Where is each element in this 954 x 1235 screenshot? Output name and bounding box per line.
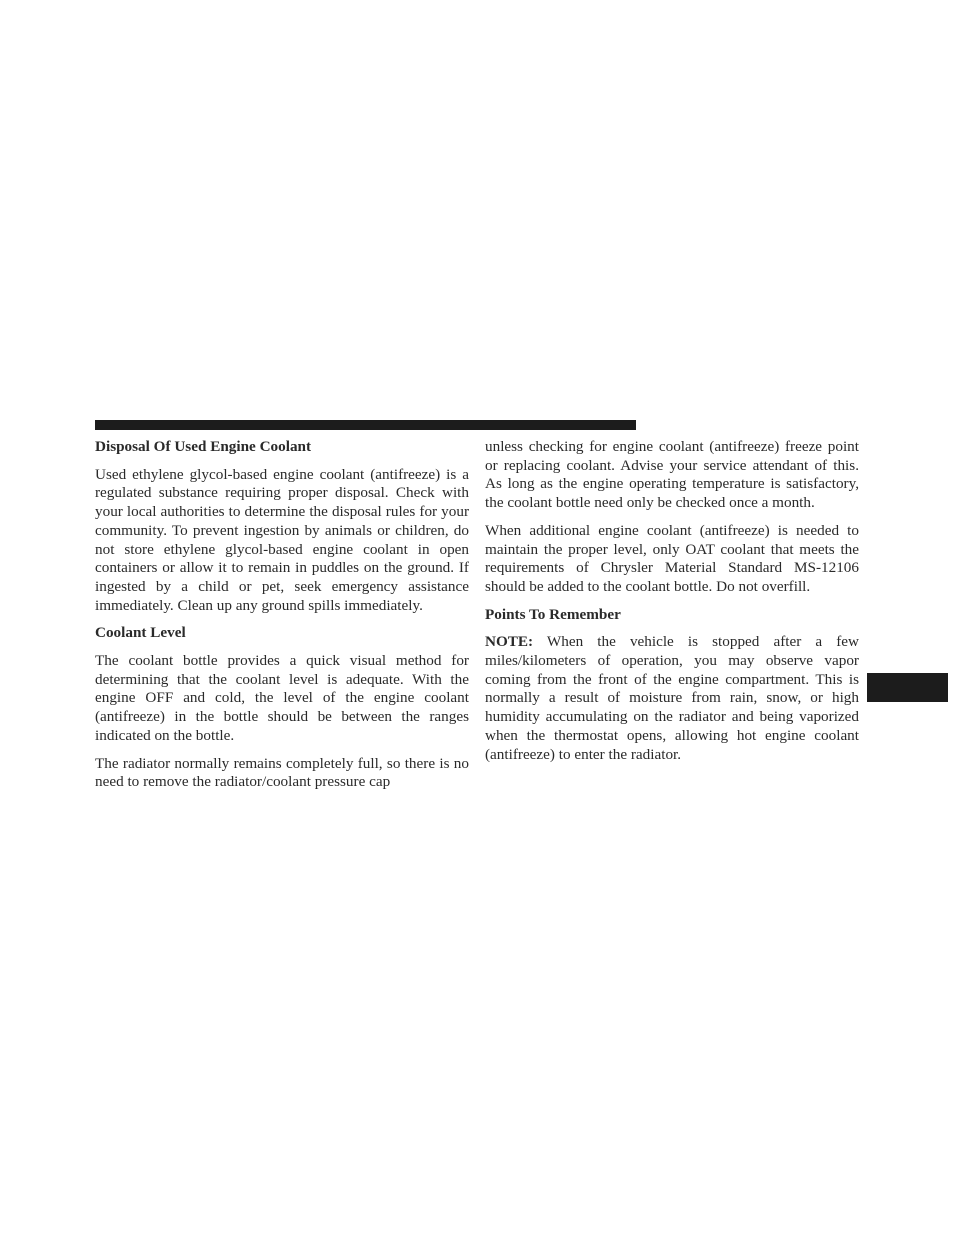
- left-column: [95, 438, 469, 792]
- coolant-level-heading: Coolant Level: [95, 624, 186, 642]
- coolant-level-para2-end: unless checking for engine coolant (antifreeze) freeze point or replacing coolant. Advise your service attendant of this. As long as the engine operating temperature is satisfactory, the coolant bottle need only be checked once a month.: [485, 438, 859, 512]
- disposal-body: Used ethylene glycol-based engine coolant (antifreeze) is a regulated substance requiring proper disposal. Check with your local authorities to determine the disposal rules for your community. To prevent ingestion by animals or children, do not store ethylene glycol-based engine coolant in open containers or allow it to remain in puddles on the ground. If ingested by a child or pet, seek emergency assistance immediately. Clean up any ground spills immediately.: [95, 465, 469, 614]
- coolant-level-para2-start: The radiator normally remains completely full, so there is no need to remove the radiator/coolant pressure cap: [95, 754, 469, 791]
- section-top-rule: [95, 420, 636, 430]
- chapter-thumb-tab: [867, 673, 948, 702]
- points-heading: Points To Remember: [485, 605, 621, 623]
- points-note: [485, 633, 859, 764]
- coolant-level-para1: The coolant bottle provides a quick visual method for determining that the coolant level is adequate. With the engine OFF and cold, the level of the engine coolant (antifreeze) in the bottle should be between the ranges indicated on the bottle.: [95, 652, 469, 744]
- coolant-level-para3: When additional engine coolant (antifreeze) is needed to maintain the proper level, only OAT coolant that meets the requirements of Chrysler Material Standard MS-12106 should be added to the coolant bottle. Do not overfill.: [485, 521, 859, 595]
- note-label: NOTE:: [485, 633, 534, 651]
- disposal-heading: Disposal Of Used Engine Coolant: [95, 438, 312, 455]
- note-text: When the vehicle is stopped after a few miles/kilometers of operation, you may observe vapor coming from the front of the engine compartment. This is normally a result of moisture from rain, snow, or high humidity accumulating on the radiator and being vaporized when the thermostat opens, allowing hot engine coolant (antifreeze) to enter the radiator.: [485, 633, 859, 763]
- right-column: [485, 438, 859, 773]
